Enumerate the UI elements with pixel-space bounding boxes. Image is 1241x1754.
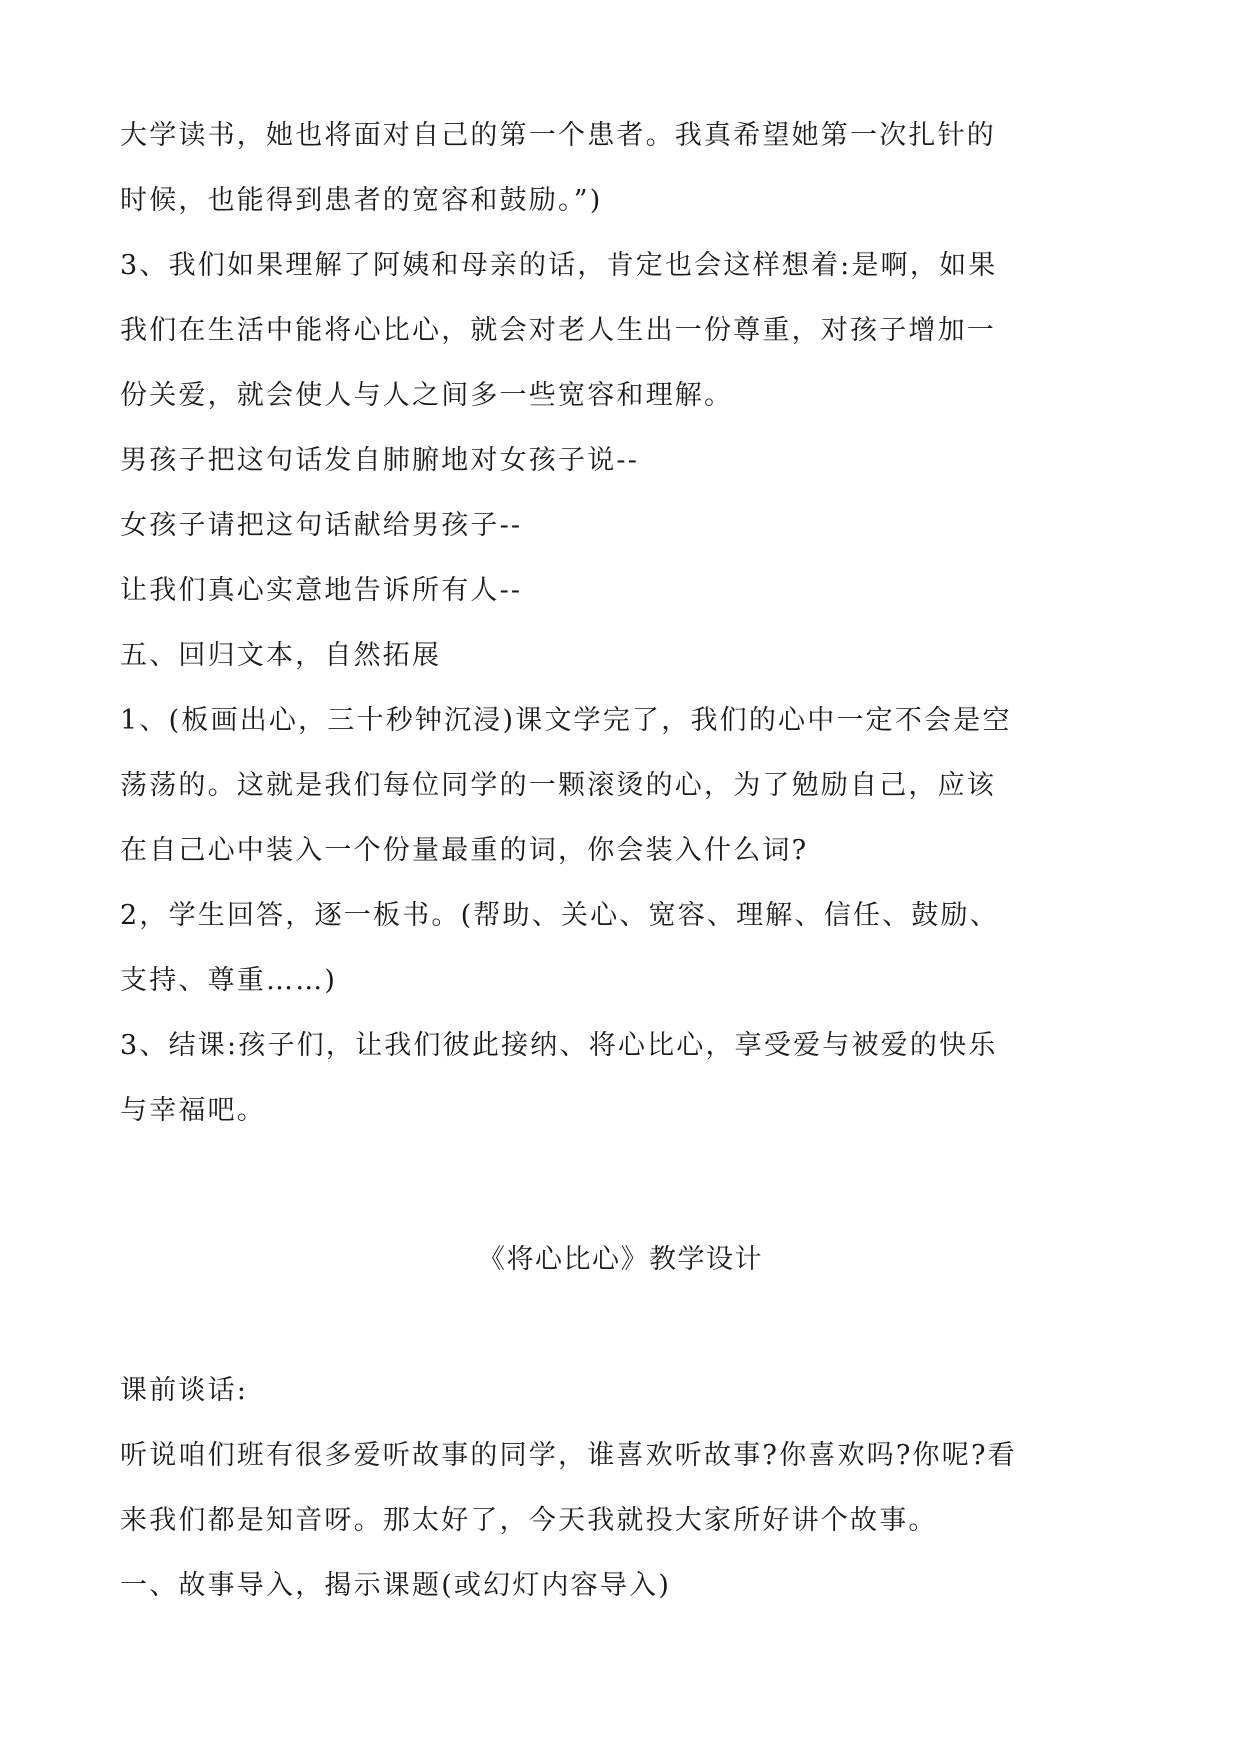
paragraph-line: 大学读书，她也将面对自己的第一个患者。我真希望她第一次扎针的 — [120, 120, 996, 151]
paragraph-line: 女孩子请把这句话献给男孩子-- — [120, 510, 523, 541]
paragraph-line: 我们在生活中能将心比心，就会对老人生出一份尊重，对孩子增加一 — [120, 315, 996, 346]
paragraph-line: 支持、尊重……) — [120, 965, 338, 996]
paragraph-line: 听说咱们班有很多爱听故事的同学，谁喜欢听故事?你喜欢吗?你呢?看 — [120, 1440, 1017, 1471]
section-heading: 一、故事导入，揭示课题(或幻灯内容导入) — [120, 1570, 672, 1601]
paragraph-line: 2，学生回答，逐一板书。(帮助、关心、宽容、理解、信任、鼓励、 — [120, 900, 999, 931]
section-heading: 五、回归文本，自然拓展 — [120, 640, 442, 671]
paragraph-line: 份关爱，就会使人与人之间多一些宽容和理解。 — [120, 380, 734, 411]
paragraph-line: 3、我们如果理解了阿姨和母亲的话，肯定也会这样想着:是啊，如果 — [120, 250, 998, 281]
paragraph-line: 荡荡的。这就是我们每位同学的一颗滚烫的心，为了勉励自己，应该 — [120, 770, 996, 801]
paragraph-line: 男孩子把这句话发自肺腑地对女孩子说-- — [120, 445, 640, 476]
paragraph-line: 让我们真心实意地告诉所有人-- — [120, 575, 523, 606]
paragraph-line: 来我们都是知音呀。那太好了，今天我就投大家所好讲个故事。 — [120, 1505, 938, 1536]
document-title: 《将心比心》教学设计 — [478, 1244, 763, 1275]
paragraph-line: 课前谈话: — [120, 1375, 249, 1406]
paragraph-line: 在自己心中装入一个份量最重的词，你会装入什么词? — [120, 835, 809, 866]
paragraph-line: 1、(板画出心，三十秒钟沉浸)课文学完了，我们的心中一定不会是空 — [120, 705, 1012, 736]
paragraph-line: 时候，也能得到患者的宽容和鼓励。”) — [120, 185, 603, 216]
paragraph-line: 3、结课:孩子们，让我们彼此接纳、将心比心，享受爱与被爱的快乐 — [120, 1030, 998, 1061]
paragraph-line: 与幸福吧。 — [120, 1095, 266, 1126]
